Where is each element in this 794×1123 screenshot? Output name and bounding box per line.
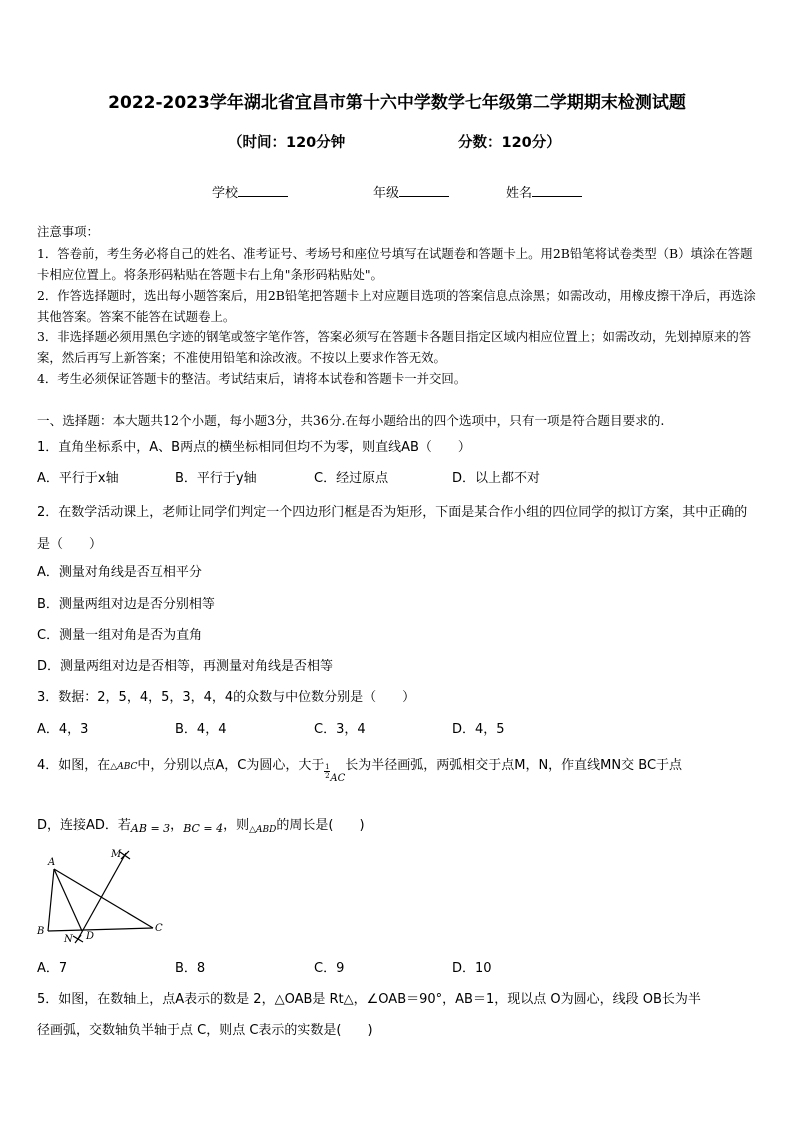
name-label: 姓名 [506, 186, 533, 201]
q4-option-a[interactable]: A．7 [37, 961, 68, 976]
q1-stem: 1．直角坐标系中，A、B两点的横坐标相同但均不为零，则直线AB（ ） [37, 440, 471, 455]
segment-ad [54, 869, 82, 931]
label-m: M [111, 849, 122, 860]
segment-ac-line [54, 869, 153, 928]
grade-label: 年级 [373, 186, 400, 201]
q2-option-b[interactable]: B．测量两组对边是否分别相等 [37, 597, 215, 612]
school-label: 学校 [212, 186, 239, 201]
q2-option-c[interactable]: C．测量一组对角是否为直角 [37, 628, 203, 643]
q3-option-d[interactable]: D．4，5 [452, 722, 505, 737]
q3-stem: 3．数据：2，5，4，5，3，4，4的众数与中位数分别是（ ） [37, 690, 416, 705]
notes-heading: 注意事项： [37, 224, 99, 239]
q4-geometry-figure [34, 843, 169, 948]
q3-option-a[interactable]: A．4，3 [37, 722, 89, 737]
exam-score: 分数：120分） [458, 135, 561, 151]
note-item-2: 2．作答选择题时，选出每小题答案后，用2B铅笔把答题卡上对应题目选项的答案信息点涂黑；如需改动，用橡皮擦干净后，再选涂其他答案。答案不能答在试题卷上。 [37, 288, 756, 324]
arc-mark-n [73, 935, 83, 943]
segment-ab [48, 869, 54, 931]
triangle-abd: △ABD [249, 825, 277, 835]
q5-stem-line1: 5．如图，在数轴上，点A表示的数是 2，△OAB是 Rt△，∠OAB＝90°，AB＝1，现以点 O为圆心，线段 OB长为半 [37, 992, 701, 1007]
ab-equals: AB = 3 [130, 822, 171, 835]
q4-stem-line1: 4．如图，在△ABC中，分别以点A，C为圆心，大于 $\frac{1}{2}$ $_{AC}$长为半径画弧，两弧相交于点M，N，作直线MN交 BC于点 [37, 758, 683, 784]
label-n: N [64, 934, 73, 945]
line-mn [78, 853, 126, 939]
q2-option-d[interactable]: D．测量两组对边是否相等，再测量对角线是否相等 [37, 659, 334, 674]
q4-stem-line2: D，连接AD．若$_{AB = 3}$，$_{BC = 4}$，则$_{\triangle ABD}$的周长是( ) [37, 818, 365, 835]
segment-ac: AC [330, 773, 346, 784]
q5-stem-line2: 径画弧，交数轴负半轴于点 C，则点 C表示的实数是( ) [37, 1023, 373, 1038]
q4-option-d[interactable]: D．10 [452, 961, 492, 976]
name-blank[interactable] [532, 184, 582, 197]
fraction-half: $\frac{1}{2}$ [325, 763, 330, 780]
label-c: C [155, 923, 163, 934]
segment-bc [48, 928, 153, 931]
name-field [506, 182, 582, 201]
exam-time: （时间：120分钟 [228, 135, 346, 151]
q1-option-d[interactable]: D．以上都不对 [452, 471, 541, 486]
note-item-3: 3．非选择题必须用黑色字迹的钢笔或签字笔作答，答案必须写在答题卡各题目指定区域内相应位置上；如需改动，先划掉原来的答案，然后再写上新答案；不准使用铅笔和涂改液。不按以上要求作答无效。 [37, 329, 752, 365]
section-heading: 一、选择题：本大题共12个小题，每小题3分，共36分.在每小题给出的四个选项中，只有一项是符合题目要求的. [37, 413, 665, 428]
q1-option-b[interactable]: B．平行于y轴 [175, 471, 257, 486]
note-item-1: 1．答卷前，考生务必将自己的姓名、准考证号、考场号和座位号填写在试题卷和答题卡上。用2B铅笔将试卷类型（B）填涂在答题卡相应位置上。将条形码粘贴在答题卡右上角"条形码粘贴处"。 [37, 246, 753, 282]
q3-option-c[interactable]: C．3，4 [314, 722, 366, 737]
label-a: A [48, 857, 56, 868]
q3-option-b[interactable]: B．4，4 [175, 722, 227, 737]
label-d: D [86, 931, 95, 942]
school-blank[interactable] [238, 184, 288, 197]
label-b: B [37, 926, 45, 937]
triangle-abc: △ABC [110, 762, 138, 772]
grade-field [373, 182, 449, 201]
q2-option-a[interactable]: A．测量对角线是否互相平分 [37, 565, 202, 580]
q4-option-b[interactable]: B．8 [175, 961, 206, 976]
exam-title: 2022-2023学年湖北省宜昌市第十六中学数学七年级第二学期期末检测试题 [108, 93, 686, 113]
q1-option-c[interactable]: C．经过原点 [314, 471, 389, 486]
arc-mark-m [120, 851, 130, 859]
grade-blank[interactable] [399, 184, 449, 197]
q4-option-c[interactable]: C．9 [314, 961, 345, 976]
bc-equals: BC = 4 [183, 822, 224, 835]
q2-stem: 2．在数学活动课上，老师让同学们判定一个四边形门框是否为矩形，下面是某合作小组的四位同学的拟订方案，其中正确的是（ ） [37, 505, 748, 552]
q1-option-a[interactable]: A．平行于x轴 [37, 471, 119, 486]
school-field [212, 182, 288, 201]
note-item-4: 4．考生必须保证答题卡的整洁。考试结束后，请将本试卷和答题卡一并交回。 [37, 371, 467, 386]
